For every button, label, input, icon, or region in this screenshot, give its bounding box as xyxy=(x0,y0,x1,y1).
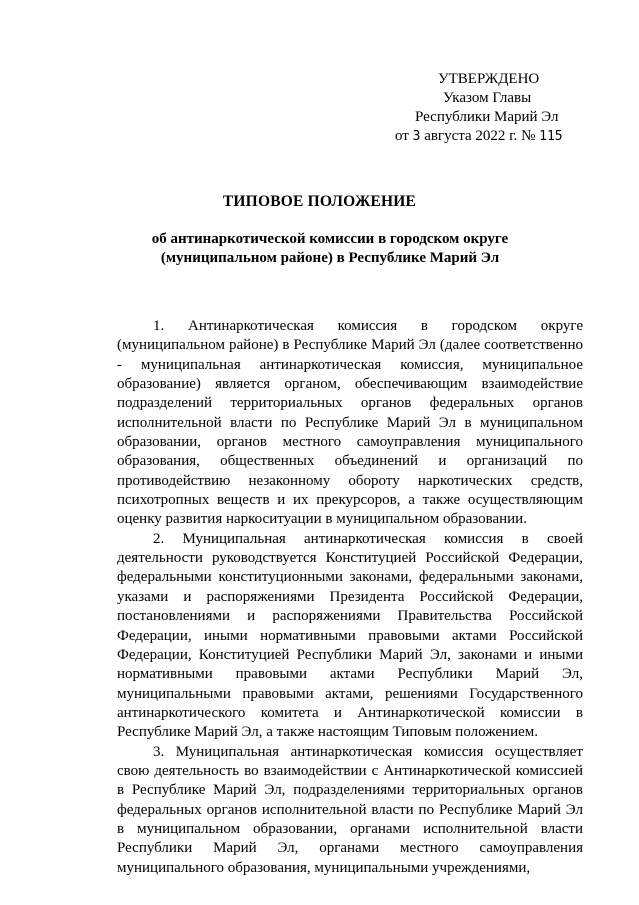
approval-stamp xyxy=(395,70,595,146)
approval-heading: УТВЕРЖДЕНО xyxy=(438,71,540,87)
approval-day: 3 xyxy=(412,129,421,144)
subtitle-line-2: (муниципальном районе) в Республике Марий Эл xyxy=(160,250,500,266)
approval-date-prefix: от xyxy=(395,128,409,144)
approval-republic: Республики Марий Эл xyxy=(415,109,559,125)
document-subtitle xyxy=(130,230,530,268)
document-body xyxy=(117,317,583,878)
approval-decree: Указом Главы xyxy=(443,90,532,106)
approval-month-year: августа 2022 г. № xyxy=(424,128,536,144)
paragraph-3: 3. Муниципальная антинаркотическая комиссия осуществляет свою деятельность во взаимодействии с Антинаркотической комиссией в Республике Марий Эл, подразделениями территориальных органов федеральных органов исполнительной власти по Республике Марий Эл в муниципальном образовании, органами исполнительной власти Республики Марий Эл, органами местного самоуправления муниципального образования, муниципальными учреждениями, xyxy=(117,743,583,876)
document-title: ТИПОВОЕ ПОЛОЖЕНИЕ xyxy=(222,193,417,210)
paragraph-2: 2. Муниципальная антинаркотическая комиссия в своей деятельности руководствуется Конституцией Российской Федерации, федеральными конституционными законами, федеральными законами, указами и распоряжениями Президента Российской Федерации, постановлениями и распоряжениями Правительства Российской Федерации, иными нормативными правовыми актами Российской Федерации, Конституцией Республики Марий Эл, законами и иными нормативными правовыми актами Республики Марий Эл, муниципальными правовыми актами, решениями Государственного антинаркотического комитета и Антинаркотической комиссии в Республике Марий Эл, а также настоящим Типовым положением. xyxy=(117,530,583,741)
paragraph-1: 1. Антинаркотическая комиссия в городском округе (муниципальном районе) в Республике Марий Эл (далее соответственно - муниципальная антинаркотическая комиссия, муниципальное образование) является органом, обеспечивающим взаимодействие подразделений территориальных органов федеральных органов исполнительной власти по Республике Марий Эл в муниципальном образовании, органов местного самоуправления муниципального образования, общественных объединений и организаций по противодействию незаконному обороту наркотических средств, психотропных веществ и их прекурсоров, а также осуществляющим оценку развития наркоситуации в муниципальном образовании. xyxy=(117,318,583,528)
subtitle-line-1: об антинаркотической комиссии в городском округе xyxy=(151,231,509,247)
approval-date-line xyxy=(395,127,595,146)
approval-number: 115 xyxy=(539,129,563,144)
